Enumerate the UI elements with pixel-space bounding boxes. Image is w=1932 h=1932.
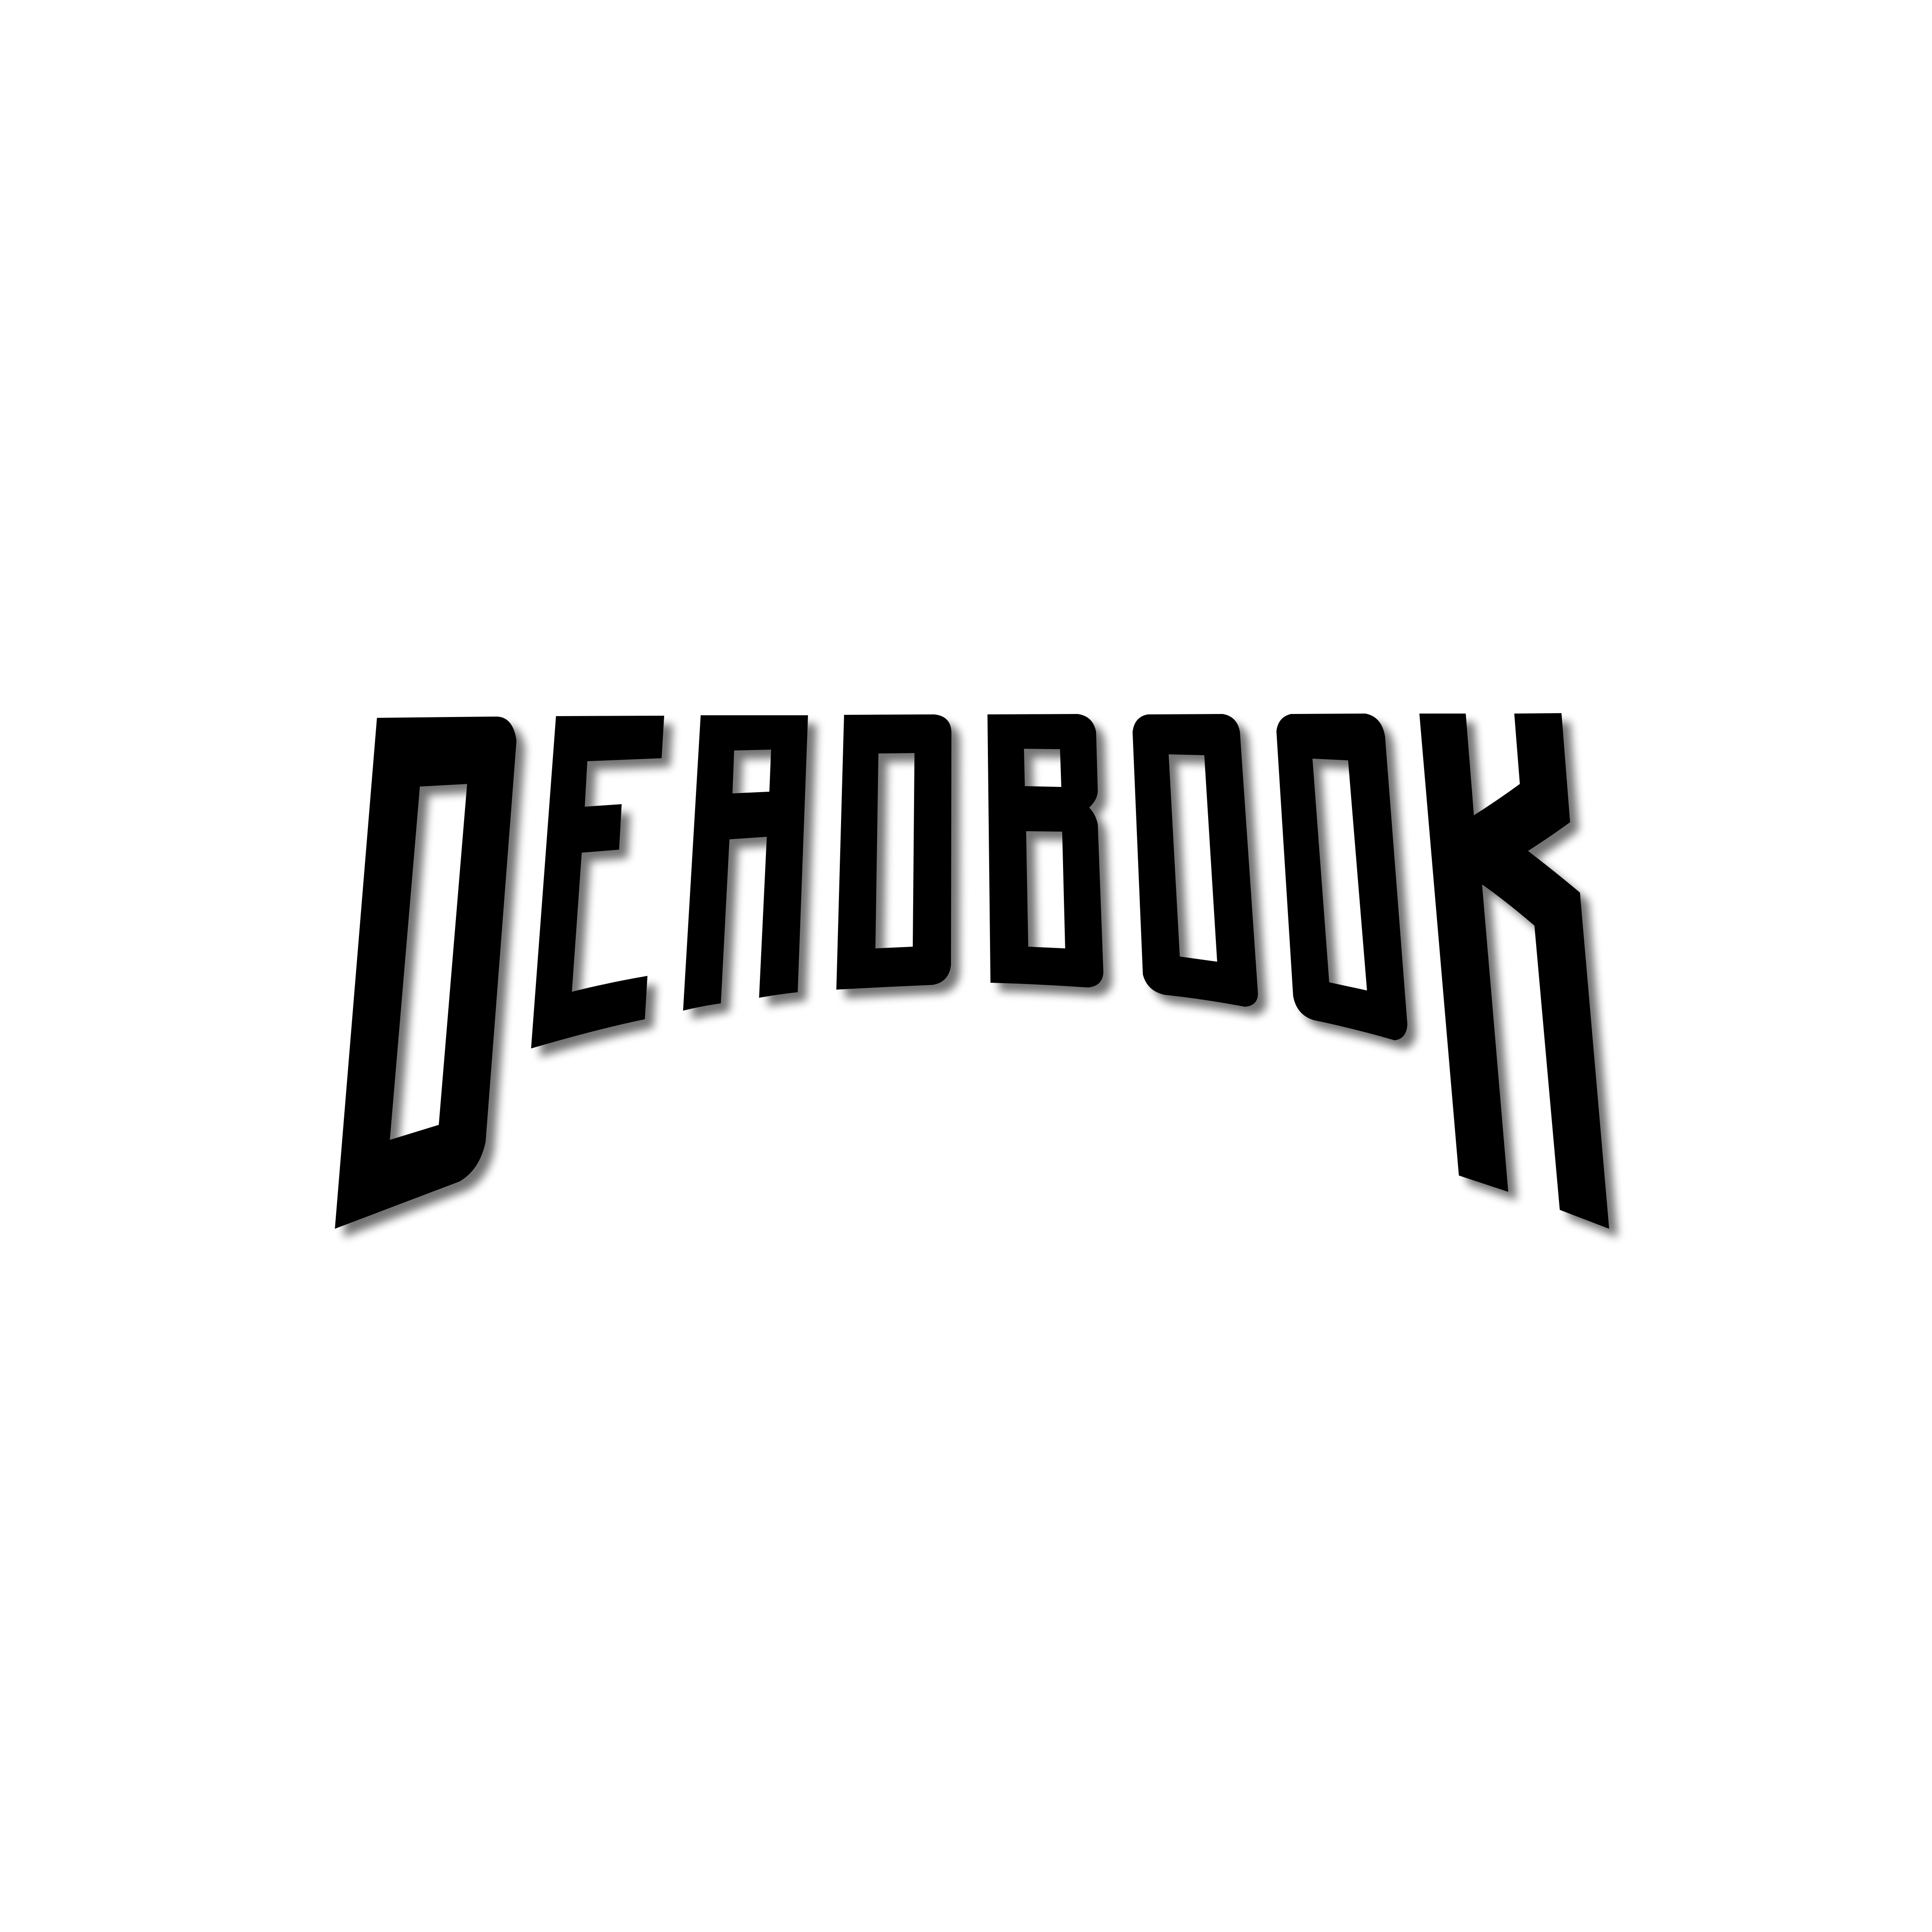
logo-letter-b: [987, 714, 1103, 987]
logo-letter-a: [683, 715, 808, 1011]
logo-letter-d1: [335, 717, 516, 1229]
logo-letter-e: [531, 716, 664, 1048]
logo-letter-d2: [836, 714, 951, 990]
logo-letter-o1: [1133, 714, 1258, 1007]
logo-letter-o2: [1276, 714, 1407, 1040]
logo-letter-k: [1419, 713, 1609, 1229]
